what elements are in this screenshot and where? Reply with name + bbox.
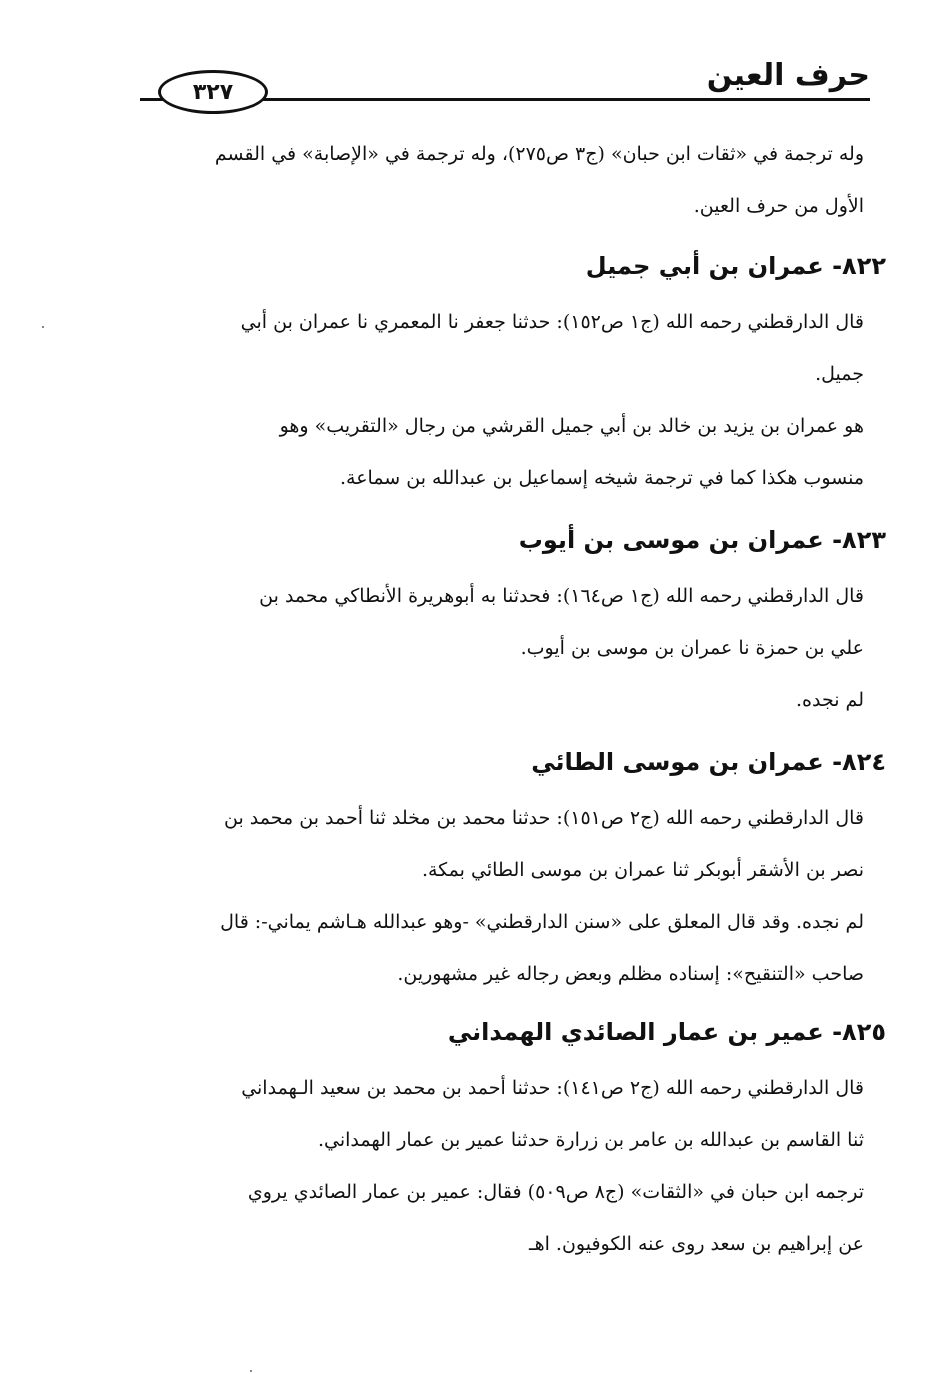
- text-line: الأول من حرف العين.: [693, 195, 864, 217]
- entry-body-825: [138, 1062, 864, 1270]
- text-line: ترجمه ابن حبان في «الثقات» (ج٨ ص٥٠٩) فقال: عمير بن عمار الصائدي يروي: [247, 1181, 864, 1203]
- text-line: صاحب «التنقيح»: إسناده مظلم وبعض رجاله غير مشهورين.: [397, 963, 864, 985]
- entry-heading-822: ٨٢٢- عمران بن أبي جميل: [585, 252, 886, 280]
- text-line: جميل.: [815, 363, 864, 385]
- scan-speck: [42, 326, 44, 328]
- chapter-title: حرف العين: [706, 58, 870, 93]
- page-number: ٣٢٧: [192, 79, 234, 105]
- entry-body-822: [138, 296, 864, 504]
- entry-heading-823: ٨٢٣- عمران بن موسى بن أيوب: [518, 526, 886, 554]
- entry-heading-825: ٨٢٥- عمير بن عمار الصائدي الهمداني: [447, 1018, 886, 1046]
- text-line: هو عمران بن يزيد بن خالد بن أبي جميل القرشي من رجال «التقريب» وهو: [279, 415, 864, 437]
- scan-speck: [250, 1370, 252, 1372]
- entry-body-824: [138, 792, 864, 1000]
- intro-paragraph: [138, 128, 864, 232]
- text-line: علي بن حمزة نا عمران بن موسى بن أيوب.: [520, 637, 864, 659]
- text-line: قال الدارقطني رحمه الله (ج١ ص١٥٢): حدثنا جعفر نا المعمري نا عمران بن أبي: [240, 311, 864, 333]
- text-line: ثنا القاسم بن عبدالله بن عامر بن زرارة حدثنا عمير بن عمار الهمداني.: [317, 1129, 864, 1151]
- text-line: عن إبراهيم بن سعد روى عنه الكوفيون. اهـ: [529, 1233, 864, 1255]
- text-line: لم نجده. وقد قال المعلق على «سنن الدارقطني» -وهو عبدالله هـاشم يماني-: قال: [220, 911, 864, 933]
- entry-body-823: [138, 570, 864, 726]
- text-line: منسوب هكذا كما في ترجمة شيخه إسماعيل بن عبدالله بن سماعة.: [339, 467, 864, 489]
- text-line: وله ترجمة في «ثقات ابن حبان» (ج٣ ص٢٧٥)، وله ترجمة في «الإصابة» في القسم: [214, 143, 864, 165]
- entry-heading-824: ٨٢٤- عمران بن موسى الطائي: [531, 748, 886, 776]
- page-number-badge: [158, 70, 268, 114]
- text-line: لم نجده.: [796, 689, 864, 711]
- text-line: قال الدارقطني رحمه الله (ج١ ص١٦٤): فحدثنا به أبوهريرة الأنطاكي محمد بن: [259, 585, 864, 607]
- text-line: قال الدارقطني رحمه الله (ج٢ ص١٤١): حدثنا أحمد بن محمد بن سعيد الـهمداني: [241, 1077, 864, 1099]
- text-line: قال الدارقطني رحمه الله (ج٢ ص١٥١): حدثنا محمد بن مخلد ثنا أحمد بن محمد بن: [224, 807, 864, 829]
- page-header: [130, 58, 870, 108]
- text-line: نصر بن الأشقر أبوبكر ثنا عمران بن موسى الطائي بمكة.: [421, 859, 864, 881]
